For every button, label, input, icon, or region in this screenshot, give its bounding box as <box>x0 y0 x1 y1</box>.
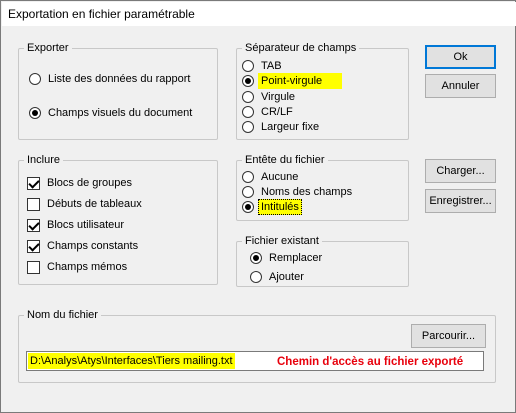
radio-label: Virgule <box>261 91 296 103</box>
radio-crlf[interactable] <box>242 104 293 120</box>
radio-label: Champs visuels du document <box>48 107 193 119</box>
fichier-existant-legend: Fichier existant <box>242 234 322 248</box>
enregistrer-button-label: Enregistrer... <box>429 195 492 207</box>
radio-virgule[interactable] <box>242 89 295 105</box>
radio-intitules[interactable] <box>242 199 302 215</box>
radio-indicator[interactable] <box>242 75 254 87</box>
check-champs-memos[interactable] <box>27 259 127 275</box>
separateur-group <box>236 42 409 140</box>
annuler-button[interactable] <box>425 74 496 98</box>
inclure-legend: Inclure <box>24 153 63 167</box>
checkbox-indicator[interactable] <box>27 198 40 211</box>
fichier-existant-group <box>236 235 409 287</box>
charger-button-label: Charger... <box>436 165 485 177</box>
radio-label: TAB <box>261 60 282 72</box>
check-blocs-groupes[interactable] <box>27 175 132 191</box>
checkbox-indicator[interactable] <box>27 261 40 274</box>
path-annotation: Chemin d'accès au fichier exporté <box>277 356 464 368</box>
check-debuts-tableaux[interactable] <box>27 196 142 212</box>
annuler-button-label: Annuler <box>441 80 480 92</box>
radio-indicator[interactable] <box>242 91 254 103</box>
separateur-legend: Séparateur de champs <box>242 41 359 55</box>
radio-indicator[interactable] <box>242 201 254 213</box>
exporter-group <box>18 42 218 140</box>
exporter-legend: Exporter <box>24 41 72 55</box>
entete-group <box>236 154 409 221</box>
radio-indicator[interactable] <box>250 252 262 264</box>
check-champs-constants[interactable] <box>27 238 138 254</box>
check-blocs-utilisateur[interactable] <box>27 217 124 233</box>
radio-label: Ajouter <box>269 271 304 283</box>
radio-label: Remplacer <box>269 252 323 264</box>
parcourir-button-label: Parcourir... <box>421 330 476 342</box>
file-path-input[interactable] <box>26 351 484 371</box>
radio-noms-champs[interactable] <box>242 184 352 200</box>
radio-indicator[interactable] <box>242 186 254 198</box>
radio-indicator[interactable] <box>250 271 262 283</box>
checkbox-label: Débuts de tableaux <box>47 198 142 210</box>
checkbox-indicator[interactable] <box>27 219 40 232</box>
radio-indicator[interactable] <box>242 60 254 72</box>
nom-fichier-legend: Nom du fichier <box>24 308 101 322</box>
file-path-value: D:\Analys\Atys\Interfaces\Tiers mailing.txt <box>30 355 233 367</box>
radio-tab[interactable] <box>242 58 282 74</box>
radio-indicator[interactable] <box>242 171 254 183</box>
radio-label: Liste des données du rapport <box>48 73 191 85</box>
radio-champs-visuels[interactable] <box>29 105 192 121</box>
radio-label: Aucune <box>261 171 299 183</box>
radio-ajouter[interactable] <box>250 269 304 285</box>
radio-remplacer[interactable] <box>250 250 322 266</box>
radio-label: CR/LF <box>261 106 293 118</box>
checkbox-label: Blocs utilisateur <box>47 219 125 231</box>
radio-point-virgule[interactable] <box>242 73 342 89</box>
parcourir-button[interactable] <box>411 324 486 348</box>
radio-indicator[interactable] <box>242 106 254 118</box>
radio-largeur-fixe[interactable] <box>242 119 319 135</box>
ok-button[interactable] <box>425 45 496 69</box>
checkbox-indicator[interactable] <box>27 240 40 253</box>
checkbox-label: Champs constants <box>47 240 139 252</box>
radio-label: Largeur fixe <box>261 121 320 133</box>
charger-button[interactable] <box>425 159 496 183</box>
radio-label: Intitulés <box>258 199 302 215</box>
checkbox-label: Champs mémos <box>47 261 128 273</box>
entete-legend: Entête du fichier <box>242 153 328 167</box>
enregistrer-button[interactable] <box>425 189 496 213</box>
checkbox-indicator[interactable] <box>27 177 40 190</box>
ok-button-label: Ok <box>453 51 468 63</box>
radio-label: Noms des champs <box>261 186 353 198</box>
checkbox-label: Blocs de groupes <box>47 177 132 189</box>
radio-indicator[interactable] <box>29 73 41 85</box>
radio-label: Point-virgule <box>258 73 342 89</box>
radio-aucune[interactable] <box>242 169 298 185</box>
radio-indicator[interactable] <box>242 121 254 133</box>
radio-indicator[interactable] <box>29 107 41 119</box>
inclure-group <box>18 154 218 285</box>
title-bar <box>2 2 516 26</box>
radio-liste-donnees[interactable] <box>29 71 191 87</box>
window-title: Exportation en fichier paramétrable <box>8 7 195 21</box>
